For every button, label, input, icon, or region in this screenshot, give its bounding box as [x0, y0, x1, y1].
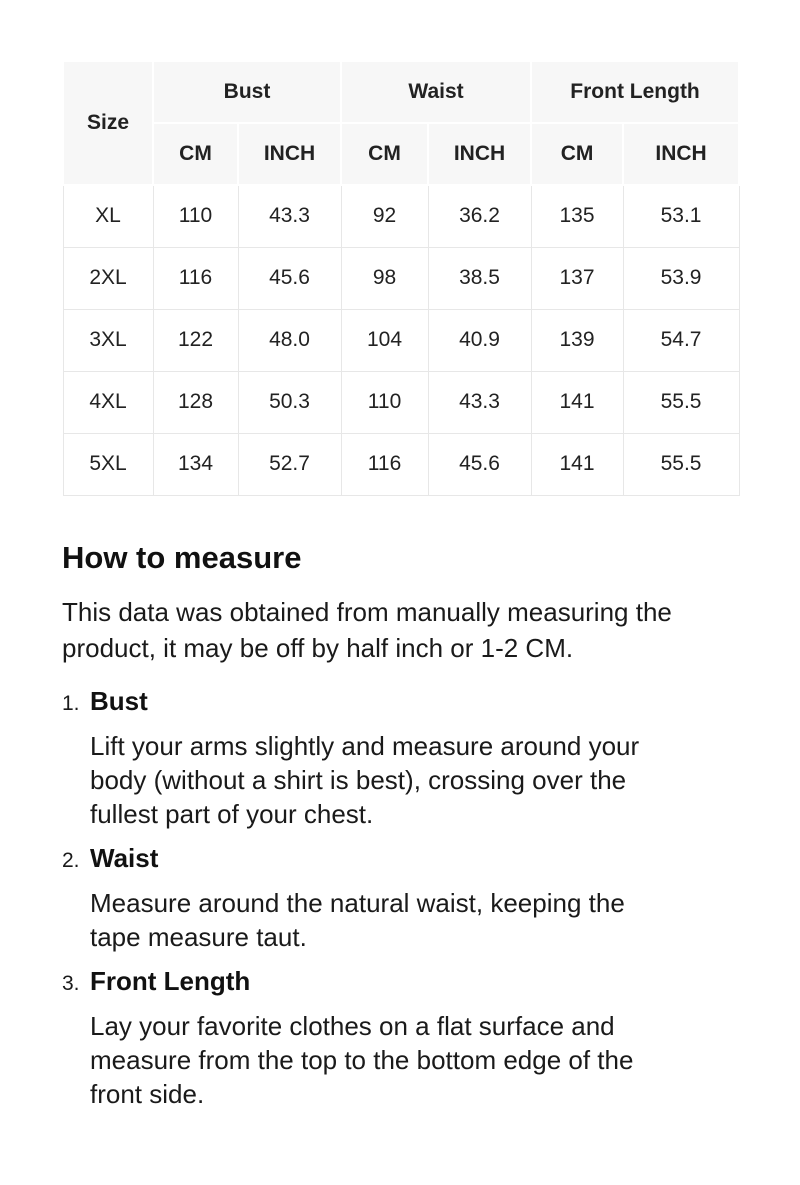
- step-description: Lift your arms slightly and measure around your body (without a shirt is best), crossing over the fullest part of your chest.: [90, 730, 640, 829]
- unit-header-front-length-cm: CM: [531, 123, 623, 185]
- col-header-size: Size: [63, 61, 153, 185]
- value-cell: 45.6: [428, 433, 531, 495]
- value-cell: 104: [341, 309, 428, 371]
- table-row: [63, 433, 739, 495]
- step-body: [90, 686, 738, 831]
- value-cell: 43.3: [428, 371, 531, 433]
- size-cell: XL: [63, 185, 153, 247]
- value-cell: 40.9: [428, 309, 531, 371]
- size-cell: 3XL: [63, 309, 153, 371]
- value-cell: 45.6: [238, 247, 341, 309]
- value-cell: 137: [531, 247, 623, 309]
- value-cell: 110: [341, 371, 428, 433]
- value-cell: 141: [531, 371, 623, 433]
- measure-steps-list: [62, 686, 738, 1111]
- table-row: [63, 309, 739, 371]
- value-cell: 43.3: [238, 185, 341, 247]
- value-cell: 110: [153, 185, 238, 247]
- list-item: [62, 686, 738, 831]
- value-cell: 92: [341, 185, 428, 247]
- col-header-waist: Waist: [341, 61, 531, 123]
- step-body: [90, 966, 738, 1111]
- value-cell: 55.5: [623, 371, 739, 433]
- unit-header-bust-cm: CM: [153, 123, 238, 185]
- value-cell: 54.7: [623, 309, 739, 371]
- step-title-waist: Waist: [90, 842, 159, 873]
- step-number: 3.: [62, 971, 80, 995]
- col-header-bust: Bust: [153, 61, 341, 123]
- list-item: [62, 843, 738, 954]
- step-body: [90, 843, 738, 954]
- value-cell: 98: [341, 247, 428, 309]
- size-cell: 4XL: [63, 371, 153, 433]
- step-title-front-length: Front Length: [90, 965, 251, 996]
- table-group-header-row: [63, 61, 739, 123]
- value-cell: 53.1: [623, 185, 739, 247]
- step-description: Measure around the natural waist, keeping the tape measure taut.: [90, 887, 625, 952]
- value-cell: 53.9: [623, 247, 739, 309]
- size-cell: 2XL: [63, 247, 153, 309]
- step-title-bust: Bust: [90, 685, 148, 716]
- value-cell: 48.0: [238, 309, 341, 371]
- value-cell: 36.2: [428, 185, 531, 247]
- table-row: [63, 247, 739, 309]
- value-cell: 128: [153, 371, 238, 433]
- size-cell: 5XL: [63, 433, 153, 495]
- list-item: [62, 966, 738, 1111]
- col-header-front-length: Front Length: [531, 61, 739, 123]
- value-cell: 55.5: [623, 433, 739, 495]
- unit-header-waist-inch: INCH: [428, 123, 531, 185]
- step-number: 2.: [62, 848, 80, 872]
- value-cell: 52.7: [238, 433, 341, 495]
- value-cell: 38.5: [428, 247, 531, 309]
- value-cell: 135: [531, 185, 623, 247]
- value-cell: 116: [341, 433, 428, 495]
- table-row: [63, 185, 739, 247]
- value-cell: 139: [531, 309, 623, 371]
- table-unit-header-row: [63, 123, 739, 185]
- size-chart-table: [62, 60, 740, 496]
- table-row: [63, 371, 739, 433]
- value-cell: 50.3: [238, 371, 341, 433]
- step-description: Lay your favorite clothes on a flat surface and measure from the top to the bottom edge of the front side.: [90, 1010, 634, 1109]
- value-cell: 141: [531, 433, 623, 495]
- unit-header-front-length-inch: INCH: [623, 123, 739, 185]
- unit-header-waist-cm: CM: [341, 123, 428, 185]
- value-cell: 122: [153, 309, 238, 371]
- measure-disclaimer-text: This data was obtained from manually measuring the product, it may be off by half inch or 1-2 CM.: [62, 596, 672, 663]
- how-to-measure-heading: How to measure: [62, 539, 302, 575]
- value-cell: 134: [153, 433, 238, 495]
- step-number: 1.: [62, 691, 80, 715]
- value-cell: 116: [153, 247, 238, 309]
- unit-header-bust-inch: INCH: [238, 123, 341, 185]
